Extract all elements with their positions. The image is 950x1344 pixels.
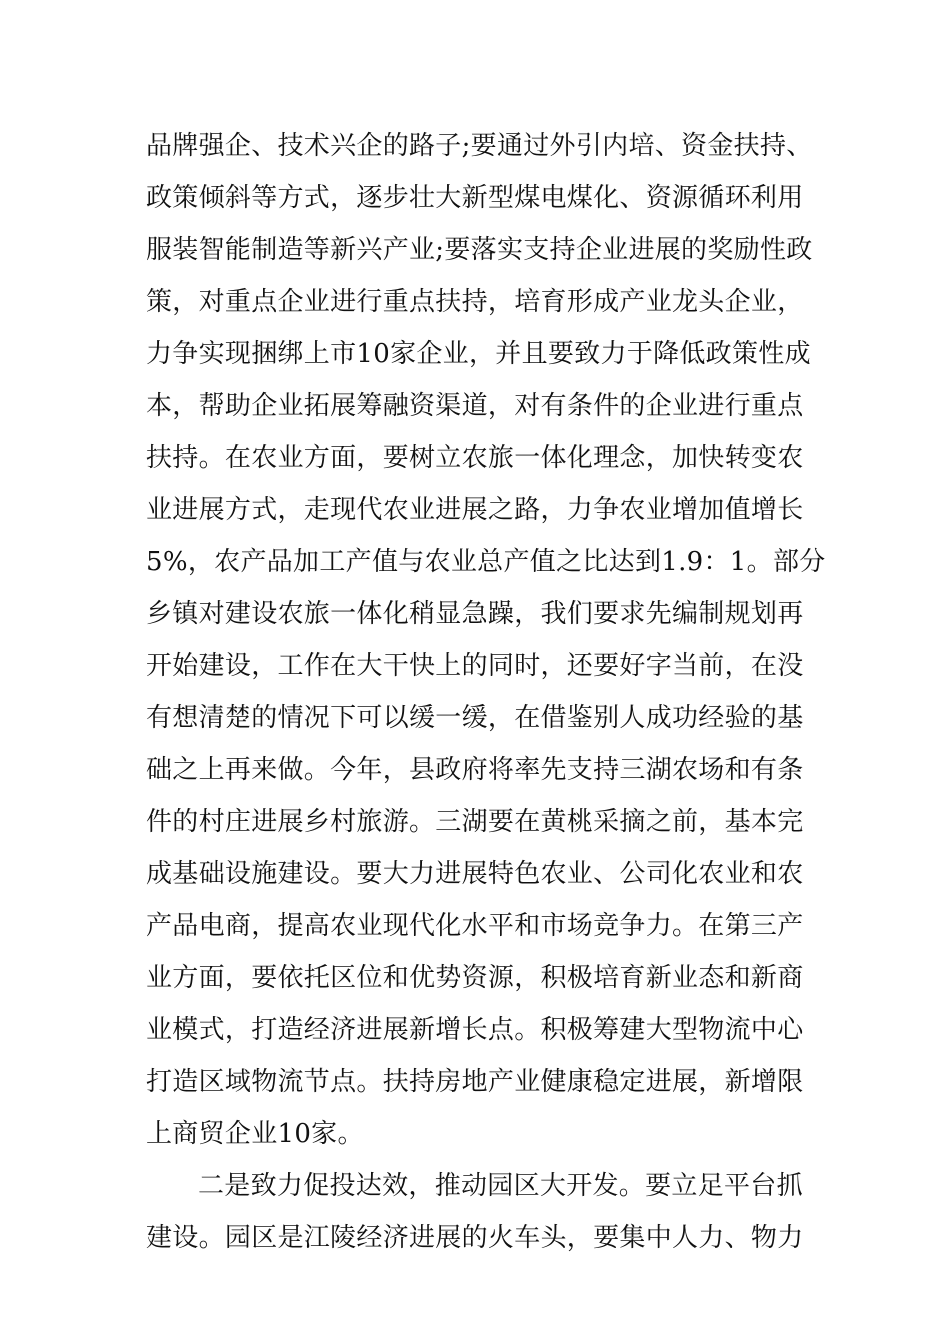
- text-line: 建设。园区是江陵经济进展的火车头，要集中人力、物力: [146, 1223, 804, 1253]
- text-line: 打造区域物流节点。扶持房地产业健康稳定进展，新增限: [146, 1067, 804, 1097]
- text-line: 服装智能制造等新兴产业;要落实支持企业进展的奖励性政: [146, 235, 813, 265]
- text-line: 有想清楚的情况下可以缓一缓，在借鉴别人成功经验的基: [146, 703, 804, 733]
- text-line: 成基础设施建设。要大力进展特色农业、公司化农业和农: [146, 859, 804, 889]
- text-line: 产品电商，提高农业现代化水平和市场竞争力。在第三产: [146, 911, 804, 941]
- text-line: 策，对重点企业进行重点扶持，培育形成产业龙头企业，: [146, 287, 804, 317]
- text-line: 政策倾斜等方式，逐步壮大新型煤电煤化、资源循环利用: [146, 183, 804, 213]
- text-line: 扶持。在农业方面，要树立农旅一体化理念，加快转变农: [146, 443, 804, 473]
- text-line: 业模式，打造经济进展新增长点。积极筹建大型物流中心: [146, 1015, 804, 1045]
- text-line: 5%，农产品加工产值与农业总产值之比达到1.9：1。部分: [146, 547, 826, 577]
- text-line: 力争实现捆绑上市10家企业，并且要致力于降低政策性成: [146, 339, 811, 369]
- text-line: 开始建设，工作在大干快上的同时，还要好字当前，在没: [146, 651, 804, 681]
- paragraph-first-line: 二是致力促投达效，推动园区大开发。要立足平台抓: [198, 1171, 803, 1201]
- text-line: 件的村庄进展乡村旅游。三湖要在黄桃采摘之前，基本完: [146, 807, 804, 837]
- text-line: 业进展方式，走现代农业进展之路，力争农业增加值增长: [146, 495, 804, 525]
- text-line: 乡镇对建设农旅一体化稍显急躁，我们要求先编制规划再: [146, 599, 804, 629]
- text-line: 本，帮助企业拓展筹融资渠道，对有条件的企业进行重点: [146, 391, 804, 421]
- text-line: 上商贸企业10家。: [146, 1119, 364, 1149]
- text-line: 品牌强企、技术兴企的路子;要通过外引内培、资金扶持、: [146, 131, 813, 161]
- text-line: 业方面，要依托区位和优势资源，积极培育新业态和新商: [146, 963, 804, 993]
- text-line: 础之上再来做。今年，县政府将率先支持三湖农场和有条: [146, 755, 804, 785]
